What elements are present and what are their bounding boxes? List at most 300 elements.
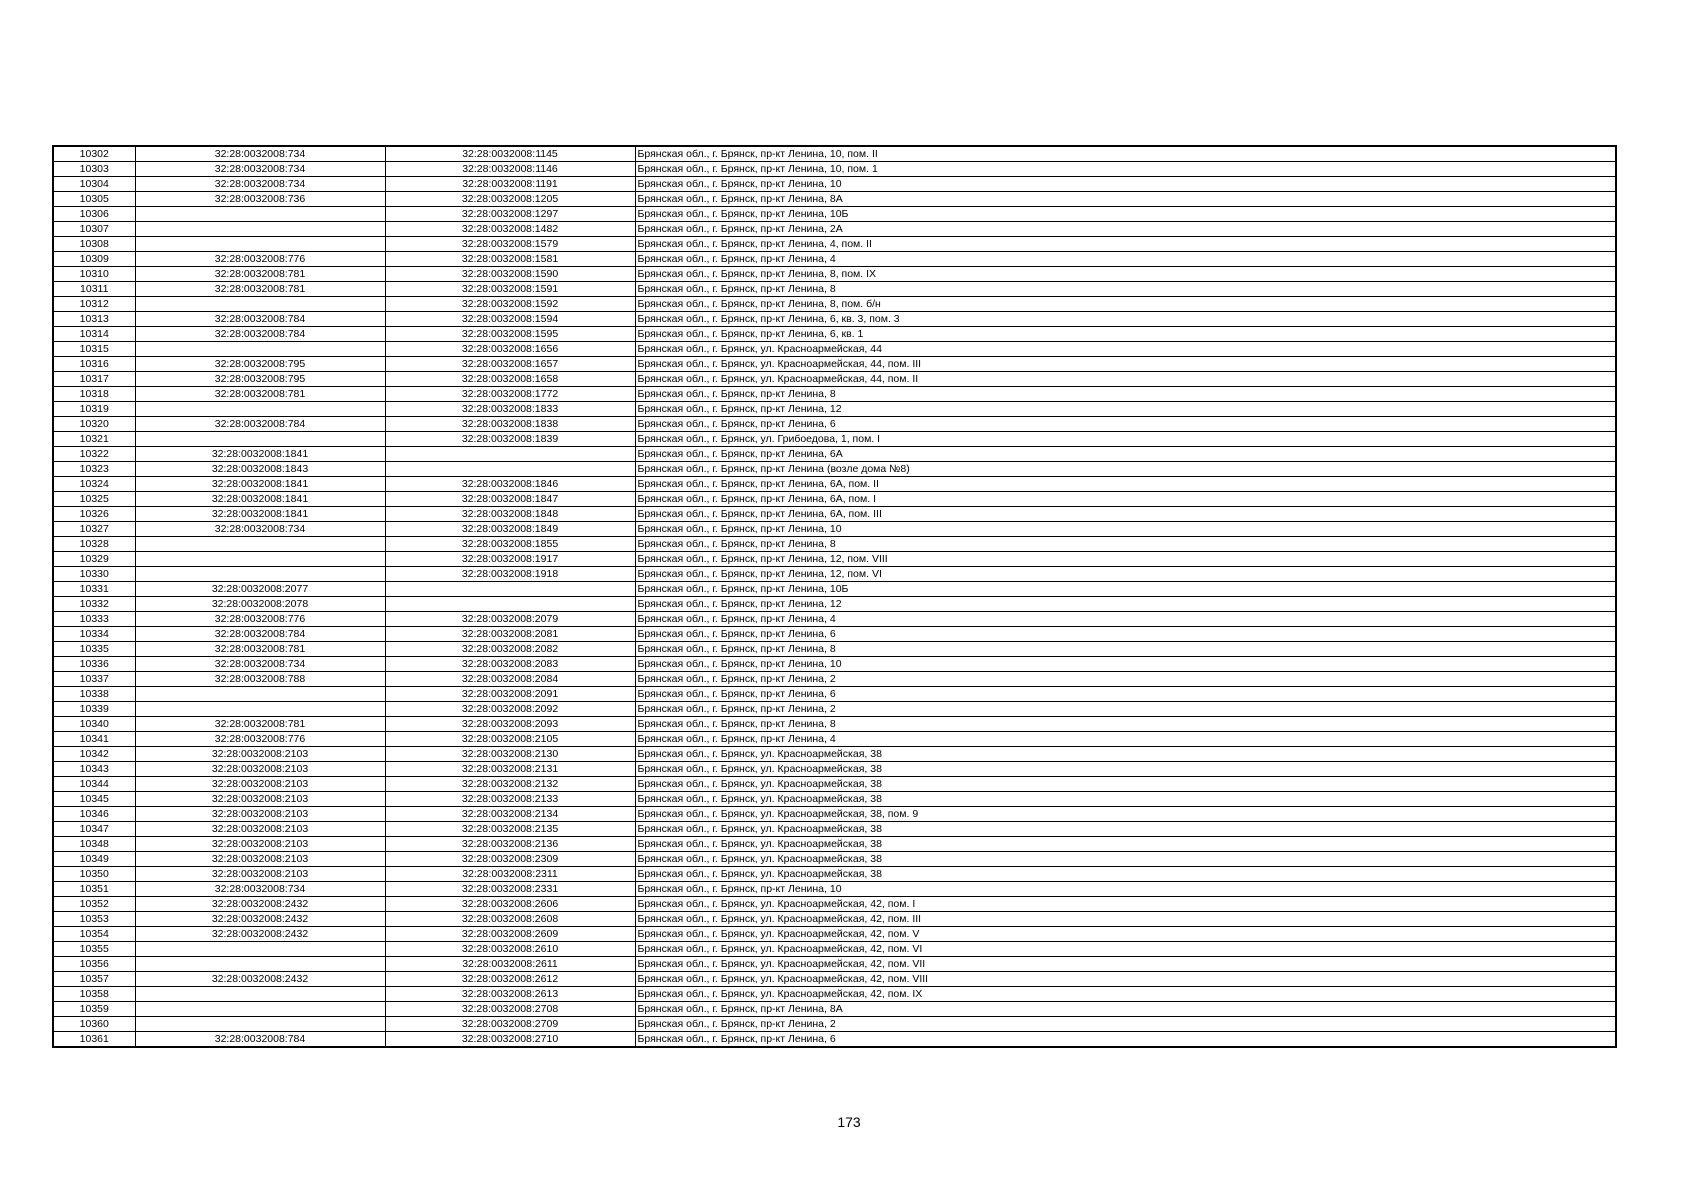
cadastral-number-cell: 32:28:0032008:2708 [385, 1002, 635, 1017]
parent-cadastral-number-cell: 32:28:0032008:788 [135, 672, 385, 687]
parent-cadastral-number-cell [135, 987, 385, 1002]
table-row [53, 282, 1616, 297]
cadastral-number-cell: 32:28:0032008:1146 [385, 162, 635, 177]
record-number-cell: 10317 [53, 372, 135, 387]
table-row [53, 567, 1616, 582]
cadastral-number-cell [385, 582, 635, 597]
record-number-cell: 10316 [53, 357, 135, 372]
table-row [53, 342, 1616, 357]
cadastral-number-cell: 32:28:0032008:2311 [385, 867, 635, 882]
record-number-cell: 10342 [53, 747, 135, 762]
table-row [53, 1032, 1616, 1048]
parent-cadastral-number-cell [135, 222, 385, 237]
table-row [53, 792, 1616, 807]
parent-cadastral-number-cell [135, 552, 385, 567]
parent-cadastral-number-cell [135, 297, 385, 312]
table-row [53, 327, 1616, 342]
record-number-cell: 10352 [53, 897, 135, 912]
cadastral-number-cell: 32:28:0032008:2079 [385, 612, 635, 627]
parent-cadastral-number-cell: 32:28:0032008:2103 [135, 837, 385, 852]
parent-cadastral-number-cell: 32:28:0032008:734 [135, 162, 385, 177]
table-row [53, 357, 1616, 372]
record-number-cell: 10359 [53, 1002, 135, 1017]
parent-cadastral-number-cell: 32:28:0032008:784 [135, 1032, 385, 1048]
record-number-cell: 10329 [53, 552, 135, 567]
record-number-cell: 10346 [53, 807, 135, 822]
record-number-cell: 10361 [53, 1032, 135, 1048]
parent-cadastral-number-cell [135, 207, 385, 222]
cadastral-number-cell: 32:28:0032008:2130 [385, 747, 635, 762]
record-number-cell: 10311 [53, 282, 135, 297]
record-number-cell: 10312 [53, 297, 135, 312]
table-row [53, 627, 1616, 642]
table-row [53, 702, 1616, 717]
address-cell: Брянская обл., г. Брянск, пр-кт Ленина, 10 [635, 657, 1616, 672]
table-row [53, 942, 1616, 957]
table-row [53, 642, 1616, 657]
cadastral-number-cell: 32:28:0032008:2084 [385, 672, 635, 687]
parent-cadastral-number-cell: 32:28:0032008:2103 [135, 852, 385, 867]
address-cell: Брянская обл., г. Брянск, пр-кт Ленина, 8А [635, 1002, 1616, 1017]
address-cell: Брянская обл., г. Брянск, пр-кт Ленина, 8 [635, 642, 1616, 657]
table-row [53, 837, 1616, 852]
address-cell: Брянская обл., г. Брянск, ул. Красноармейская, 42, пом. III [635, 912, 1616, 927]
address-cell: Брянская обл., г. Брянск, пр-кт Ленина, 10 [635, 882, 1616, 897]
parent-cadastral-number-cell: 32:28:0032008:784 [135, 327, 385, 342]
address-cell: Брянская обл., г. Брянск, ул. Красноармейская, 44 [635, 342, 1616, 357]
address-cell: Брянская обл., г. Брянск, пр-кт Ленина, 12 [635, 402, 1616, 417]
parent-cadastral-number-cell: 32:28:0032008:1841 [135, 447, 385, 462]
address-cell: Брянская обл., г. Брянск, ул. Красноармейская, 38 [635, 822, 1616, 837]
parent-cadastral-number-cell: 32:28:0032008:776 [135, 732, 385, 747]
table-row [53, 372, 1616, 387]
parent-cadastral-number-cell: 32:28:0032008:795 [135, 372, 385, 387]
address-cell: Брянская обл., г. Брянск, пр-кт Ленина, 6А, пом. II [635, 477, 1616, 492]
cadastral-number-cell: 32:28:0032008:1918 [385, 567, 635, 582]
record-number-cell: 10325 [53, 492, 135, 507]
table-row [53, 267, 1616, 282]
cadastral-number-cell: 32:28:0032008:2611 [385, 957, 635, 972]
cadastral-number-cell: 32:28:0032008:2136 [385, 837, 635, 852]
registry-table [52, 145, 1617, 1048]
address-cell: Брянская обл., г. Брянск, пр-кт Ленина, 4, пом. II [635, 237, 1616, 252]
table-row [53, 297, 1616, 312]
table-row [53, 972, 1616, 987]
parent-cadastral-number-cell: 32:28:0032008:2078 [135, 597, 385, 612]
cadastral-number-cell: 32:28:0032008:1847 [385, 492, 635, 507]
record-number-cell: 10356 [53, 957, 135, 972]
address-cell: Брянская обл., г. Брянск, пр-кт Ленина, 8А [635, 192, 1616, 207]
table-row [53, 192, 1616, 207]
table-row [53, 747, 1616, 762]
cadastral-number-cell: 32:28:0032008:1591 [385, 282, 635, 297]
address-cell: Брянская обл., г. Брянск, ул. Красноармейская, 42, пом. IX [635, 987, 1616, 1002]
table-row [53, 177, 1616, 192]
address-cell: Брянская обл., г. Брянск, пр-кт Ленина, 4 [635, 732, 1616, 747]
address-cell: Брянская обл., г. Брянск, пр-кт Ленина, 8 [635, 282, 1616, 297]
table-row [53, 927, 1616, 942]
cadastral-number-cell: 32:28:0032008:1917 [385, 552, 635, 567]
table-row [53, 597, 1616, 612]
record-number-cell: 10333 [53, 612, 135, 627]
address-cell: Брянская обл., г. Брянск, пр-кт Ленина, 4 [635, 252, 1616, 267]
address-cell: Брянская обл., г. Брянск, ул. Красноармейская, 42, пом. VIII [635, 972, 1616, 987]
record-number-cell: 10334 [53, 627, 135, 642]
cadastral-number-cell: 32:28:0032008:1846 [385, 477, 635, 492]
record-number-cell: 10348 [53, 837, 135, 852]
address-cell: Брянская обл., г. Брянск, пр-кт Ленина, 6 [635, 1032, 1616, 1048]
record-number-cell: 10332 [53, 597, 135, 612]
parent-cadastral-number-cell [135, 1017, 385, 1032]
record-number-cell: 10327 [53, 522, 135, 537]
address-cell: Брянская обл., г. Брянск, пр-кт Ленина, 8 [635, 537, 1616, 552]
record-number-cell: 10353 [53, 912, 135, 927]
parent-cadastral-number-cell: 32:28:0032008:1841 [135, 477, 385, 492]
address-cell: Брянская обл., г. Брянск, ул. Красноармейская, 38 [635, 777, 1616, 792]
parent-cadastral-number-cell [135, 687, 385, 702]
record-number-cell: 10340 [53, 717, 135, 732]
address-cell: Брянская обл., г. Брянск, ул. Красноармейская, 42, пом. V [635, 927, 1616, 942]
address-cell: Брянская обл., г. Брянск, ул. Красноармейская, 42, пом. VI [635, 942, 1616, 957]
address-cell: Брянская обл., г. Брянск, пр-кт Ленина, 6А [635, 447, 1616, 462]
cadastral-number-cell: 32:28:0032008:2093 [385, 717, 635, 732]
table-row [53, 657, 1616, 672]
table-row [53, 507, 1616, 522]
record-number-cell: 10331 [53, 582, 135, 597]
parent-cadastral-number-cell [135, 537, 385, 552]
table-row [53, 807, 1616, 822]
table-row [53, 552, 1616, 567]
address-cell: Брянская обл., г. Брянск, пр-кт Ленина, 10, пом. 1 [635, 162, 1616, 177]
parent-cadastral-number-cell: 32:28:0032008:781 [135, 717, 385, 732]
cadastral-number-cell: 32:28:0032008:1205 [385, 192, 635, 207]
cadastral-number-cell: 32:28:0032008:1581 [385, 252, 635, 267]
record-number-cell: 10335 [53, 642, 135, 657]
cadastral-number-cell [385, 597, 635, 612]
record-number-cell: 10302 [53, 146, 135, 162]
cadastral-number-cell: 32:28:0032008:1482 [385, 222, 635, 237]
address-cell: Брянская обл., г. Брянск, пр-кт Ленина, 2А [635, 222, 1616, 237]
parent-cadastral-number-cell: 32:28:0032008:784 [135, 312, 385, 327]
table-row [53, 222, 1616, 237]
record-number-cell: 10320 [53, 417, 135, 432]
cadastral-number-cell: 32:28:0032008:1833 [385, 402, 635, 417]
cadastral-number-cell: 32:28:0032008:1595 [385, 327, 635, 342]
table-row [53, 912, 1616, 927]
address-cell: Брянская обл., г. Брянск, пр-кт Ленина, 4 [635, 612, 1616, 627]
table-row [53, 462, 1616, 477]
address-cell: Брянская обл., г. Брянск, ул. Красноармейская, 44, пом. III [635, 357, 1616, 372]
record-number-cell: 10347 [53, 822, 135, 837]
cadastral-number-cell: 32:28:0032008:2091 [385, 687, 635, 702]
parent-cadastral-number-cell [135, 942, 385, 957]
table-row [53, 146, 1616, 162]
cadastral-number-cell: 32:28:0032008:1838 [385, 417, 635, 432]
address-cell: Брянская обл., г. Брянск, ул. Красноармейская, 38 [635, 762, 1616, 777]
address-cell: Брянская обл., г. Брянск, пр-кт Ленина, 8, пом. б/н [635, 297, 1616, 312]
parent-cadastral-number-cell: 32:28:0032008:784 [135, 417, 385, 432]
address-cell: Брянская обл., г. Брянск, пр-кт Ленина, 10Б [635, 582, 1616, 597]
cadastral-number-cell: 32:28:0032008:1594 [385, 312, 635, 327]
record-number-cell: 10305 [53, 192, 135, 207]
cadastral-number-cell: 32:28:0032008:1849 [385, 522, 635, 537]
record-number-cell: 10307 [53, 222, 135, 237]
address-cell: Брянская обл., г. Брянск, пр-кт Ленина, 6А, пом. III [635, 507, 1616, 522]
parent-cadastral-number-cell [135, 702, 385, 717]
page-number: 173 [837, 1114, 861, 1130]
cadastral-number-cell: 32:28:0032008:1592 [385, 297, 635, 312]
cadastral-number-cell: 32:28:0032008:2710 [385, 1032, 635, 1048]
record-number-cell: 10341 [53, 732, 135, 747]
parent-cadastral-number-cell [135, 237, 385, 252]
table-row [53, 402, 1616, 417]
cadastral-number-cell: 32:28:0032008:1839 [385, 432, 635, 447]
address-cell: Брянская обл., г. Брянск, пр-кт Ленина, 2 [635, 1017, 1616, 1032]
cadastral-number-cell: 32:28:0032008:2612 [385, 972, 635, 987]
record-number-cell: 10313 [53, 312, 135, 327]
parent-cadastral-number-cell: 32:28:0032008:795 [135, 357, 385, 372]
cadastral-number-cell: 32:28:0032008:1658 [385, 372, 635, 387]
address-cell: Брянская обл., г. Брянск, пр-кт Ленина (возле дома №8) [635, 462, 1616, 477]
record-number-cell: 10315 [53, 342, 135, 357]
record-number-cell: 10310 [53, 267, 135, 282]
address-cell: Брянская обл., г. Брянск, пр-кт Ленина, 10 [635, 177, 1616, 192]
table-row [53, 612, 1616, 627]
cadastral-number-cell: 32:28:0032008:1657 [385, 357, 635, 372]
cadastral-number-cell [385, 447, 635, 462]
record-number-cell: 10330 [53, 567, 135, 582]
record-number-cell: 10337 [53, 672, 135, 687]
parent-cadastral-number-cell: 32:28:0032008:2432 [135, 927, 385, 942]
address-cell: Брянская обл., г. Брянск, пр-кт Ленина, 8 [635, 717, 1616, 732]
parent-cadastral-number-cell [135, 1002, 385, 1017]
record-number-cell: 10326 [53, 507, 135, 522]
cadastral-number-cell: 32:28:0032008:2082 [385, 642, 635, 657]
cadastral-number-cell: 32:28:0032008:1579 [385, 237, 635, 252]
parent-cadastral-number-cell: 32:28:0032008:2103 [135, 777, 385, 792]
parent-cadastral-number-cell [135, 342, 385, 357]
address-cell: Брянская обл., г. Брянск, пр-кт Ленина, 8 [635, 387, 1616, 402]
cadastral-number-cell: 32:28:0032008:1656 [385, 342, 635, 357]
table-row [53, 957, 1616, 972]
cadastral-number-cell: 32:28:0032008:2132 [385, 777, 635, 792]
table-row [53, 522, 1616, 537]
cadastral-number-cell: 32:28:0032008:2606 [385, 897, 635, 912]
table-row [53, 237, 1616, 252]
record-number-cell: 10344 [53, 777, 135, 792]
record-number-cell: 10345 [53, 792, 135, 807]
parent-cadastral-number-cell: 32:28:0032008:1841 [135, 507, 385, 522]
cadastral-number-cell: 32:28:0032008:2709 [385, 1017, 635, 1032]
address-cell: Брянская обл., г. Брянск, пр-кт Ленина, 10, пом. II [635, 146, 1616, 162]
table-row [53, 207, 1616, 222]
table-row [53, 312, 1616, 327]
record-number-cell: 10322 [53, 447, 135, 462]
parent-cadastral-number-cell: 32:28:0032008:2103 [135, 822, 385, 837]
parent-cadastral-number-cell [135, 402, 385, 417]
parent-cadastral-number-cell: 32:28:0032008:734 [135, 177, 385, 192]
record-number-cell: 10343 [53, 762, 135, 777]
table-row [53, 417, 1616, 432]
record-number-cell: 10308 [53, 237, 135, 252]
record-number-cell: 10350 [53, 867, 135, 882]
record-number-cell: 10360 [53, 1017, 135, 1032]
cadastral-number-cell: 32:28:0032008:2309 [385, 852, 635, 867]
address-cell: Брянская обл., г. Брянск, пр-кт Ленина, 12, пом. VI [635, 567, 1616, 582]
table-row [53, 387, 1616, 402]
cadastral-number-cell: 32:28:0032008:2134 [385, 807, 635, 822]
record-number-cell: 10336 [53, 657, 135, 672]
cadastral-number-cell: 32:28:0032008:1191 [385, 177, 635, 192]
table-row [53, 432, 1616, 447]
table-row [53, 897, 1616, 912]
record-number-cell: 10309 [53, 252, 135, 267]
address-cell: Брянская обл., г. Брянск, пр-кт Ленина, 6 [635, 627, 1616, 642]
address-cell: Брянская обл., г. Брянск, пр-кт Ленина, 2 [635, 702, 1616, 717]
parent-cadastral-number-cell: 32:28:0032008:1841 [135, 492, 385, 507]
address-cell: Брянская обл., г. Брянск, ул. Красноармейская, 42, пом. VII [635, 957, 1616, 972]
record-number-cell: 10319 [53, 402, 135, 417]
address-cell: Брянская обл., г. Брянск, ул. Красноармейская, 38 [635, 792, 1616, 807]
table-row [53, 822, 1616, 837]
parent-cadastral-number-cell: 32:28:0032008:781 [135, 267, 385, 282]
record-number-cell: 10323 [53, 462, 135, 477]
parent-cadastral-number-cell: 32:28:0032008:2077 [135, 582, 385, 597]
table-row [53, 447, 1616, 462]
table-row [53, 867, 1616, 882]
cadastral-number-cell: 32:28:0032008:2081 [385, 627, 635, 642]
table-row [53, 717, 1616, 732]
address-cell: Брянская обл., г. Брянск, пр-кт Ленина, 6А, пом. I [635, 492, 1616, 507]
parent-cadastral-number-cell [135, 567, 385, 582]
parent-cadastral-number-cell [135, 432, 385, 447]
parent-cadastral-number-cell: 32:28:0032008:1843 [135, 462, 385, 477]
record-number-cell: 10324 [53, 477, 135, 492]
cadastral-number-cell: 32:28:0032008:2105 [385, 732, 635, 747]
parent-cadastral-number-cell [135, 957, 385, 972]
parent-cadastral-number-cell: 32:28:0032008:2432 [135, 912, 385, 927]
parent-cadastral-number-cell: 32:28:0032008:734 [135, 657, 385, 672]
record-number-cell: 10306 [53, 207, 135, 222]
address-cell: Брянская обл., г. Брянск, пр-кт Ленина, 6, кв. 1 [635, 327, 1616, 342]
table-row [53, 582, 1616, 597]
table-row [53, 732, 1616, 747]
cadastral-number-cell: 32:28:0032008:1772 [385, 387, 635, 402]
address-cell: Брянская обл., г. Брянск, ул. Красноармейская, 44, пом. II [635, 372, 1616, 387]
cadastral-number-cell: 32:28:0032008:2133 [385, 792, 635, 807]
parent-cadastral-number-cell: 32:28:0032008:781 [135, 282, 385, 297]
cadastral-number-cell: 32:28:0032008:2131 [385, 762, 635, 777]
record-number-cell: 10354 [53, 927, 135, 942]
address-cell: Брянская обл., г. Брянск, пр-кт Ленина, 2 [635, 672, 1616, 687]
parent-cadastral-number-cell: 32:28:0032008:784 [135, 627, 385, 642]
registry-table-body [53, 146, 1616, 1047]
table-row [53, 477, 1616, 492]
cadastral-number-cell: 32:28:0032008:2092 [385, 702, 635, 717]
cadastral-number-cell [385, 462, 635, 477]
table-row [53, 852, 1616, 867]
address-cell: Брянская обл., г. Брянск, ул. Красноармейская, 38, пом. 9 [635, 807, 1616, 822]
record-number-cell: 10304 [53, 177, 135, 192]
record-number-cell: 10357 [53, 972, 135, 987]
table-row [53, 492, 1616, 507]
cadastral-number-cell: 32:28:0032008:2135 [385, 822, 635, 837]
parent-cadastral-number-cell: 32:28:0032008:776 [135, 252, 385, 267]
address-cell: Брянская обл., г. Брянск, пр-кт Ленина, 6 [635, 417, 1616, 432]
record-number-cell: 10338 [53, 687, 135, 702]
table-row [53, 252, 1616, 267]
address-cell: Брянская обл., г. Брянск, пр-кт Ленина, 6, кв. 3, пом. 3 [635, 312, 1616, 327]
parent-cadastral-number-cell: 32:28:0032008:734 [135, 882, 385, 897]
table-row [53, 882, 1616, 897]
parent-cadastral-number-cell: 32:28:0032008:2432 [135, 972, 385, 987]
address-cell: Брянская обл., г. Брянск, ул. Красноармейская, 38 [635, 852, 1616, 867]
address-cell: Брянская обл., г. Брянск, ул. Красноармейская, 38 [635, 867, 1616, 882]
cadastral-number-cell: 32:28:0032008:1855 [385, 537, 635, 552]
address-cell: Брянская обл., г. Брянск, пр-кт Ленина, 6 [635, 687, 1616, 702]
parent-cadastral-number-cell: 32:28:0032008:736 [135, 192, 385, 207]
parent-cadastral-number-cell: 32:28:0032008:2103 [135, 867, 385, 882]
address-cell: Брянская обл., г. Брянск, пр-кт Ленина, 10 [635, 522, 1616, 537]
parent-cadastral-number-cell: 32:28:0032008:2103 [135, 762, 385, 777]
address-cell: Брянская обл., г. Брянск, пр-кт Ленина, 8, пом. IX [635, 267, 1616, 282]
address-cell: Брянская обл., г. Брянск, ул. Красноармейская, 42, пом. I [635, 897, 1616, 912]
parent-cadastral-number-cell: 32:28:0032008:781 [135, 387, 385, 402]
cadastral-number-cell: 32:28:0032008:2609 [385, 927, 635, 942]
record-number-cell: 10328 [53, 537, 135, 552]
table-row [53, 1017, 1616, 1032]
cadastral-number-cell: 32:28:0032008:2331 [385, 882, 635, 897]
parent-cadastral-number-cell: 32:28:0032008:2103 [135, 747, 385, 762]
record-number-cell: 10321 [53, 432, 135, 447]
address-cell: Брянская обл., г. Брянск, ул. Красноармейская, 38 [635, 747, 1616, 762]
cadastral-number-cell: 32:28:0032008:2608 [385, 912, 635, 927]
address-cell: Брянская обл., г. Брянск, ул. Грибоедова, 1, пом. I [635, 432, 1616, 447]
table-row [53, 987, 1616, 1002]
parent-cadastral-number-cell: 32:28:0032008:2103 [135, 792, 385, 807]
record-number-cell: 10349 [53, 852, 135, 867]
table-row [53, 672, 1616, 687]
table-row [53, 762, 1616, 777]
parent-cadastral-number-cell: 32:28:0032008:2432 [135, 897, 385, 912]
cadastral-number-cell: 32:28:0032008:2610 [385, 942, 635, 957]
record-number-cell: 10303 [53, 162, 135, 177]
address-cell: Брянская обл., г. Брянск, пр-кт Ленина, 12 [635, 597, 1616, 612]
cadastral-number-cell: 32:28:0032008:1590 [385, 267, 635, 282]
record-number-cell: 10351 [53, 882, 135, 897]
record-number-cell: 10339 [53, 702, 135, 717]
record-number-cell: 10355 [53, 942, 135, 957]
cadastral-number-cell: 32:28:0032008:2083 [385, 657, 635, 672]
parent-cadastral-number-cell: 32:28:0032008:776 [135, 612, 385, 627]
record-number-cell: 10358 [53, 987, 135, 1002]
table-row [53, 687, 1616, 702]
table-row [53, 537, 1616, 552]
cadastral-number-cell: 32:28:0032008:2613 [385, 987, 635, 1002]
address-cell: Брянская обл., г. Брянск, пр-кт Ленина, 12, пом. VIII [635, 552, 1616, 567]
table-row [53, 777, 1616, 792]
address-cell: Брянская обл., г. Брянск, пр-кт Ленина, 10Б [635, 207, 1616, 222]
parent-cadastral-number-cell: 32:28:0032008:734 [135, 522, 385, 537]
parent-cadastral-number-cell: 32:28:0032008:734 [135, 146, 385, 162]
parent-cadastral-number-cell: 32:28:0032008:781 [135, 642, 385, 657]
table-row [53, 1002, 1616, 1017]
address-cell: Брянская обл., г. Брянск, ул. Красноармейская, 38 [635, 837, 1616, 852]
record-number-cell: 10314 [53, 327, 135, 342]
cadastral-number-cell: 32:28:0032008:1848 [385, 507, 635, 522]
record-number-cell: 10318 [53, 387, 135, 402]
cadastral-number-cell: 32:28:0032008:1297 [385, 207, 635, 222]
